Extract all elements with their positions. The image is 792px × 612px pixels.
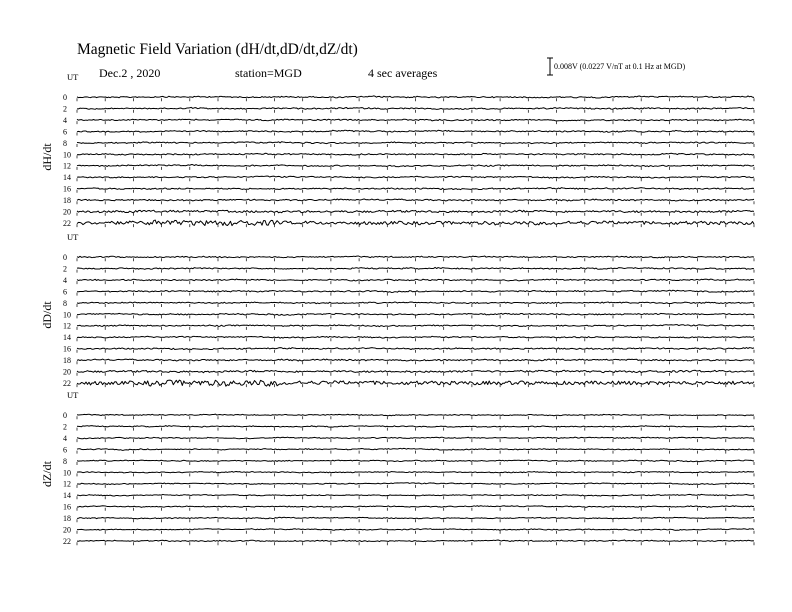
panel-dd-dt — [40, 232, 754, 388]
trace-line — [77, 199, 754, 201]
hour-label: 20 — [63, 525, 71, 535]
hour-label: 6 — [63, 287, 67, 297]
hour-ticks — [77, 270, 754, 273]
hour-label: 12 — [63, 321, 71, 331]
hour-ticks — [77, 121, 754, 124]
hour-label: 2 — [63, 264, 67, 274]
hour-ticks — [77, 144, 754, 147]
hour-ticks — [77, 224, 754, 227]
trace-line — [77, 448, 754, 450]
hour-label: 8 — [63, 138, 67, 148]
hour-ticks — [77, 508, 754, 511]
axis-label-y: dH/dt — [40, 143, 54, 171]
hour-label: 10 — [63, 310, 71, 320]
hour-ticks — [77, 542, 754, 545]
trace-line — [77, 96, 754, 98]
hour-label: 16 — [63, 184, 71, 194]
hour-label: 0 — [63, 93, 67, 102]
trace-line — [77, 370, 754, 372]
hour-label: 14 — [63, 173, 71, 183]
hour-label: 12 — [63, 479, 71, 489]
hour-ticks — [77, 327, 754, 330]
hour-label: 16 — [63, 344, 71, 354]
hour-ticks — [77, 190, 754, 193]
hour-label: 16 — [63, 502, 71, 512]
panel-dz-dt — [40, 390, 754, 546]
hour-ticks — [77, 350, 754, 353]
trace-line — [77, 414, 754, 416]
hour-ticks — [77, 110, 754, 113]
hour-ticks — [77, 373, 754, 376]
hour-ticks — [77, 155, 754, 158]
hour-label: 6 — [63, 127, 67, 137]
trace-line — [77, 437, 754, 439]
panel-dh-dt — [40, 72, 754, 228]
hour-label: 22 — [63, 536, 71, 546]
hour-label: 4 — [63, 433, 67, 443]
hour-label: 4 — [63, 275, 67, 285]
hour-label: 18 — [63, 196, 71, 206]
hour-ticks — [77, 201, 754, 204]
hour-ticks — [77, 167, 754, 170]
hour-label: 10 — [63, 468, 71, 478]
hour-label: 18 — [63, 514, 71, 524]
hour-ticks — [77, 473, 754, 476]
hour-label: 8 — [63, 298, 67, 308]
hour-ticks — [77, 416, 754, 419]
scale-bar — [547, 58, 553, 75]
trace-line — [77, 267, 754, 269]
hour-ticks — [77, 178, 754, 181]
hour-ticks — [77, 519, 754, 522]
hour-ticks — [77, 531, 754, 534]
hour-ticks — [77, 315, 754, 318]
trace-line — [77, 460, 754, 462]
hour-ticks — [77, 485, 754, 488]
hour-ticks — [77, 213, 754, 216]
trace-line — [77, 256, 754, 258]
hour-label: 14 — [63, 491, 71, 501]
axis-label-y: dD/dt — [40, 301, 54, 329]
hour-label: 20 — [63, 207, 71, 217]
hour-ticks — [77, 338, 754, 341]
hour-label: 8 — [63, 456, 67, 466]
trace-line — [77, 142, 754, 144]
trace-line — [77, 188, 754, 190]
trace-line — [77, 153, 754, 155]
hour-ticks — [77, 451, 754, 454]
trace-line — [77, 426, 754, 428]
station-label: station=MGD — [235, 66, 302, 80]
trace-line — [77, 313, 754, 315]
trace-line — [77, 176, 754, 178]
hour-label: 4 — [63, 115, 67, 125]
hour-label: 10 — [63, 150, 71, 160]
ut-label: UT — [67, 72, 79, 82]
trace-line — [77, 302, 754, 304]
hour-label: 12 — [63, 161, 71, 171]
trace-line — [77, 107, 754, 109]
trace-line — [77, 494, 754, 496]
trace-line — [77, 165, 754, 167]
trace-line — [77, 359, 754, 361]
trace-line — [77, 130, 754, 132]
ut-label: UT — [67, 390, 79, 400]
trace-line — [77, 290, 754, 292]
hour-ticks — [77, 496, 754, 499]
hour-label: 20 — [63, 367, 71, 377]
trace-line — [77, 483, 754, 485]
trace-line — [77, 506, 754, 508]
trace-line — [77, 210, 754, 213]
averaging-label: 4 sec averages — [368, 66, 438, 80]
hour-ticks — [77, 98, 754, 101]
date-label: Dec.2 , 2020 — [99, 66, 161, 80]
hour-label: 22 — [63, 218, 71, 228]
hour-label: 2 — [63, 422, 67, 432]
axis-label-y: dZ/dt — [40, 461, 54, 487]
hour-ticks — [77, 304, 754, 307]
hour-label: 0 — [63, 411, 67, 420]
trace-line — [77, 529, 754, 531]
trace-line — [77, 325, 754, 327]
trace-line — [77, 540, 754, 542]
scale-bar-label: 0.008V (0.0227 V/nT at 0.1 Hz at MGD) — [554, 62, 686, 71]
ut-label: UT — [67, 232, 79, 242]
hour-ticks — [77, 258, 754, 261]
hour-ticks — [77, 281, 754, 284]
trace-line — [77, 471, 754, 472]
hour-ticks — [77, 361, 754, 364]
hour-ticks — [77, 439, 754, 442]
hour-label: 22 — [63, 378, 71, 388]
hour-label: 14 — [63, 333, 71, 343]
chart-title: Magnetic Field Variation (dH/dt,dD/dt,dZ/dt) — [77, 41, 358, 58]
hour-ticks — [77, 384, 754, 387]
hour-label: 0 — [63, 253, 67, 262]
trace-line — [77, 348, 754, 350]
trace-line — [77, 336, 754, 338]
trace-line — [77, 517, 754, 519]
trace-line — [77, 279, 754, 281]
hour-ticks — [77, 428, 754, 431]
hour-ticks — [77, 133, 754, 136]
hour-ticks — [77, 293, 754, 296]
trace-line — [77, 119, 754, 121]
hour-label: 6 — [63, 445, 67, 455]
panels-group — [40, 72, 754, 546]
hour-label: 18 — [63, 356, 71, 366]
hour-ticks — [77, 462, 754, 465]
hour-label: 2 — [63, 104, 67, 114]
